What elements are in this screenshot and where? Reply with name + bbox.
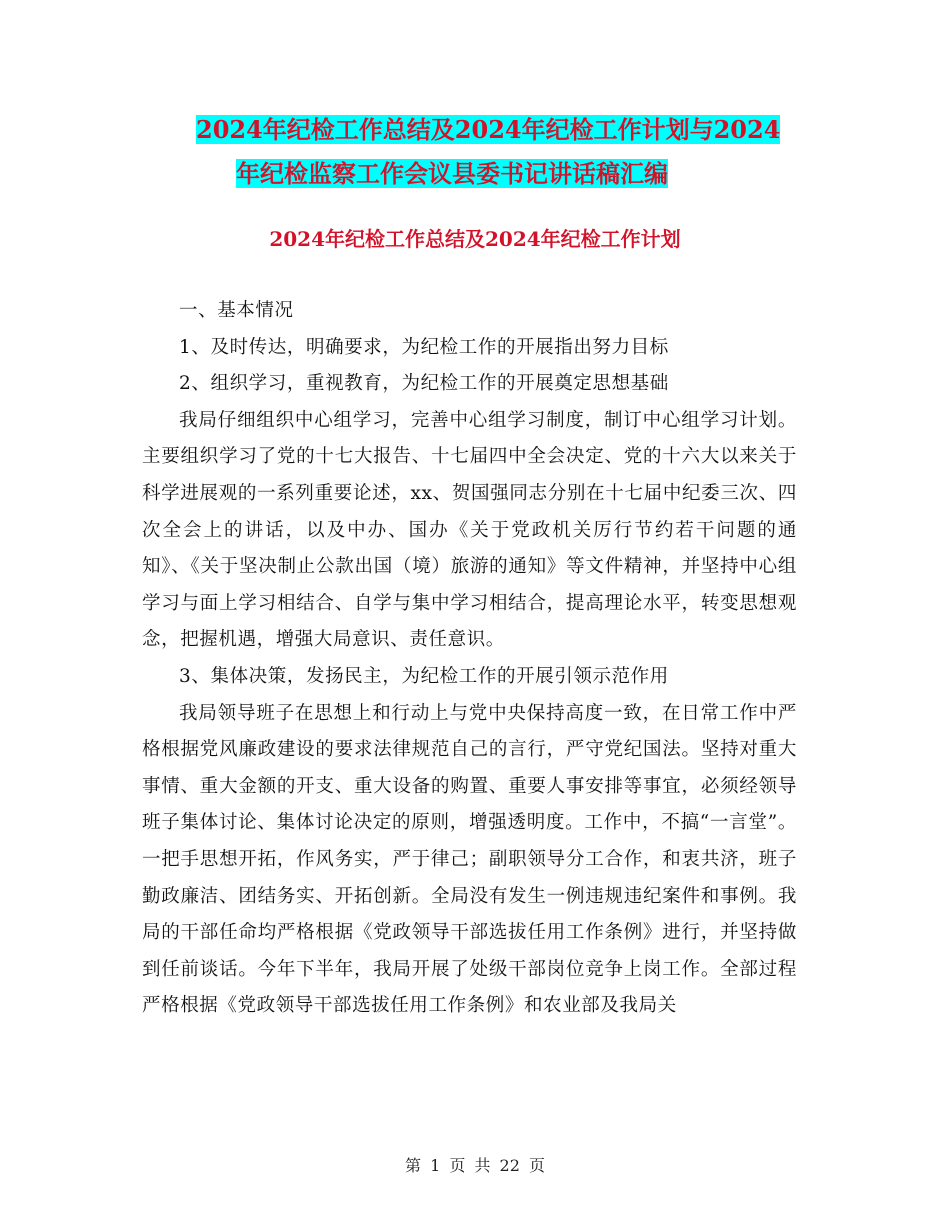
heading-basic-situation: 一、基本情况	[179, 300, 294, 321]
main-title-line-2: 年纪检监察工作会议县委书记讲话稿汇编	[236, 159, 668, 188]
document-body	[142, 293, 797, 1025]
item-1-heading: 1、及时传达，明确要求，为纪检工作的开展指出努力目标	[179, 336, 669, 358]
paragraph-study: 我局仔细组织中心组学习，完善中心组学习制度，制订中心组学习计划。主要组织学习了党的十七大报告、十七届四中全会决定、党的十六大以来关于科学进展观的一系列重要论述，xx、贺国强同志分别在十七届中纪委三次、四次全会上的讲话，以及中办、国办《关于党政机关厉行节约若干问题的通知》、《关于坚决制止公款出国（境）旅游的通知》等文件精神，并坚持中心组学习与面上学习相结合、自学与集中学习相结合，提高理论水平，转变思想观念，把握机遇，增强大局意识、责任意识。	[142, 409, 797, 651]
paragraph-leadership: 我局领导班子在思想上和行动上与党中央保持高度一致，在日常工作中严格根据党风廉政建设的要求法律规范自己的言行，严守党纪国法。坚持对重大事情、重大金额的开支、重大设备的购置、重要人事安排等事宜，必须经领导班子集体讨论、集体讨论决定的原则，增强透明度。工作中，不搞“一言堂”。一把手思想开拓，作风务实，严于律己；副职领导分工合作，和衷共济，班子勤政廉洁、团结务实、开拓创新。全局没有发生一例违规违纪案件和事例。我局的干部任命均严格根据《党政领导干部选拔任用工作条例》进行，并坚持做到任前谈话。今年下半年，我局开展了处级干部岗位竞争上岗工作。全部过程严格根据《党政领导干部选拔任用工作条例》和农业部及我局关	[142, 702, 797, 1017]
main-title-line-1: 2024年纪检工作总结及2024年纪检工作计划与2024	[196, 115, 781, 144]
document-main-title	[150, 108, 810, 196]
page-number-footer: 第 1 页 共 22 页	[405, 1156, 545, 1175]
item-3-heading: 3、集体决策，发扬民主，为纪检工作的开展引领示范作用	[179, 665, 669, 687]
item-2-heading: 2、组织学习，重视教育，为纪检工作的开展奠定思想基础	[179, 373, 669, 395]
section-title: 2024年纪检工作总结及2024年纪检工作计划	[269, 227, 681, 251]
